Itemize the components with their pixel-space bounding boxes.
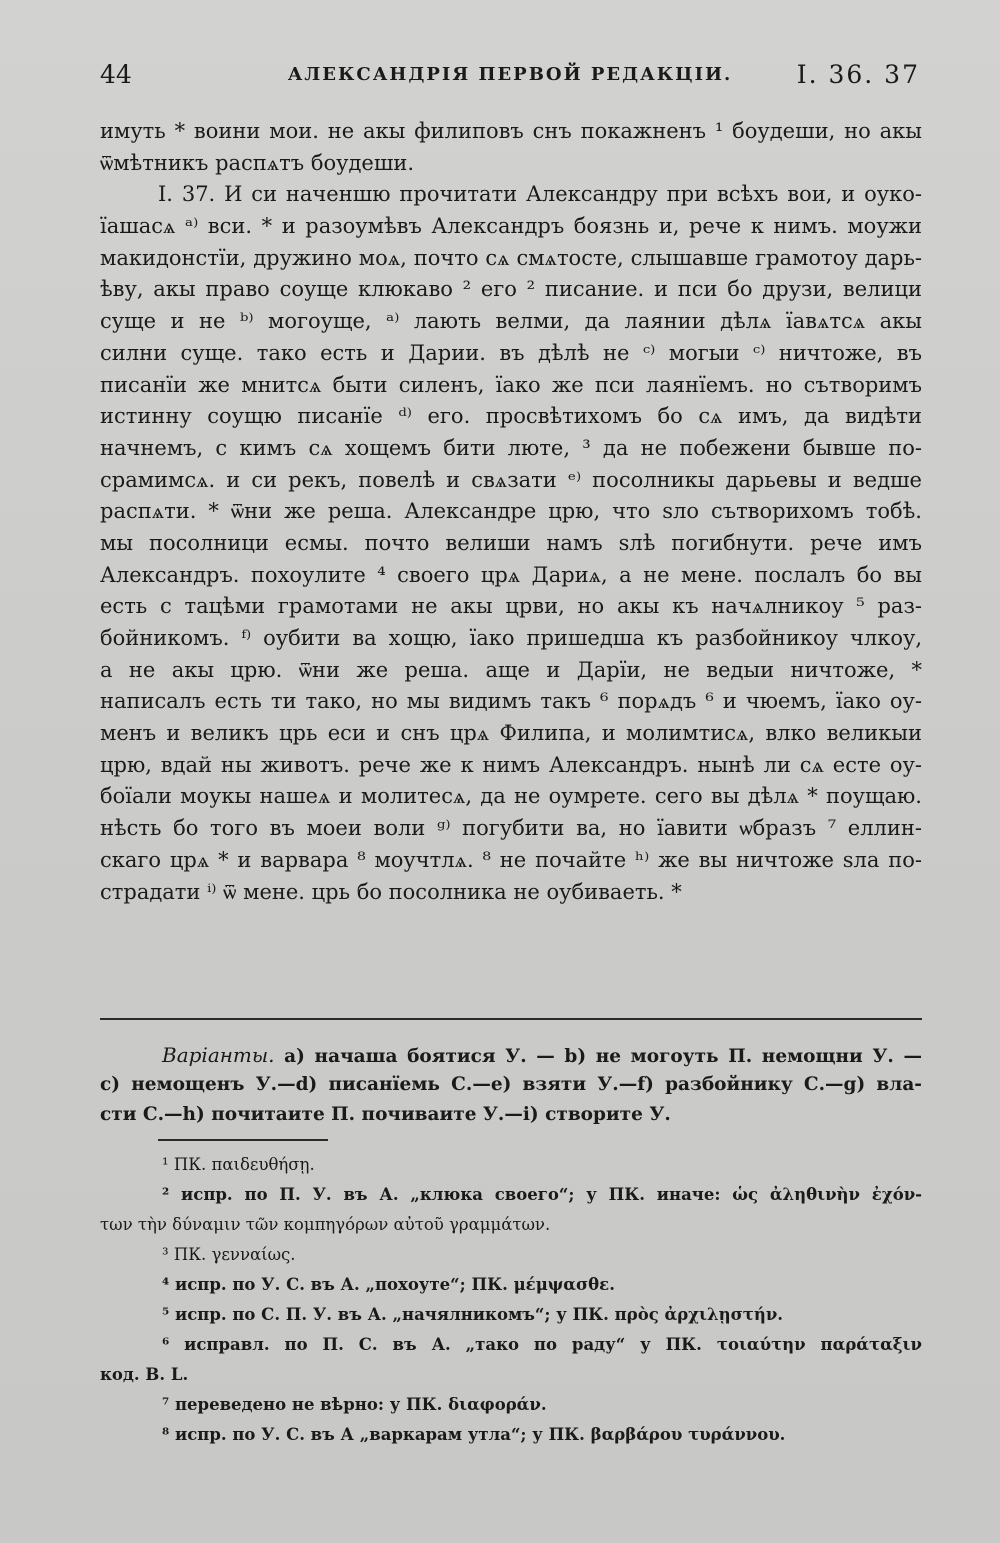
variants-block xyxy=(100,1040,922,1130)
text-line: макидонстїи, дружино моѧ, почто сѧ смѧтосте, слышавше грамотоу дарь- xyxy=(100,245,922,270)
variants-line: c) немощенъ У.—d) писанїемь С.—e) взяти У.—f) разбойнику С.—g) вла- xyxy=(100,1074,922,1095)
variants-line: сти С.—h) почитаите П. почиваите У.—i) створите У. xyxy=(100,1104,671,1125)
running-title: АЛЕКСАНДРІЯ ПЕРВОЙ РЕДАКЦІИ. xyxy=(287,64,733,85)
text-line: силни суще. тако есть и Дарии. въ дѣлѣ не ᶜ⁾ могыи ᶜ⁾ ничтоже, въ xyxy=(100,340,922,365)
footnote-continuation: των τὴν δύναμιν τῶν κομπηγόρων αὐτοῦ γραμμάτων. xyxy=(100,1215,551,1234)
text-line: їашасѧ ᵃ⁾ вси. * и разоумѣвъ Александръ боязнь и, рече к нимъ. моужи xyxy=(100,214,922,239)
variants-line xyxy=(100,1040,922,1070)
footnote: ⁷ переведено не вѣрно: у ПК. διαφοράν. xyxy=(162,1395,547,1414)
text-line: срамимсѧ. и си рекъ, повелѣ и свѧзати ᵉ⁾ посолникы дарьевы и ведше xyxy=(100,467,922,492)
text-line: ѣву, акы право соуще клюкаво ² его ² писание. и пси бо друзи, велици xyxy=(100,277,922,302)
footnote: ⁵ испр. по С. П. У. въ А. „начялникомъ“; у ПК. πρὸς ἀρχιλῃστήν. xyxy=(162,1305,784,1324)
footnote: ² испр. по П. У. въ А. „клюка своего“; у ПК. иначе: ὡς ἀληθινὴν ἐχόν- xyxy=(162,1185,922,1204)
footnote: ¹ ПК. παιδευθήσῃ. xyxy=(162,1155,315,1174)
main-text xyxy=(100,116,922,908)
text-line: нѣсть бо того въ моеи воли ᵍ⁾ погубити ва, но їавити ѡбразъ ⁷ еллин- xyxy=(100,816,922,841)
text-line: бойникомъ. ᶠ⁾ оубити ва хощю, їако пришедша къ разбойникоу члкоу, xyxy=(100,626,922,650)
footnote: ⁸ испр. по У. С. въ А „варкарам утла“; у ПК. βαρβάρου τυράννου. xyxy=(162,1425,786,1444)
text-line: црю, вдай ны животъ. рече же к нимъ Александръ. нынѣ ли сѧ есте оу- xyxy=(100,752,922,777)
section-divider xyxy=(100,1018,922,1020)
text-line: мы посолници есмы. почто велиши намъ ѕлѣ погибнути. рече имъ xyxy=(100,530,922,555)
footnote-divider xyxy=(158,1139,328,1141)
footnotes xyxy=(100,1150,922,1450)
variants-label: Варіанты. xyxy=(162,1043,275,1067)
section-reference: I. 36. 37 xyxy=(796,60,920,89)
text-line: истинну соущю писанїе ᵈ⁾ его. просвѣтихомъ бо сѧ имъ, да видѣти xyxy=(100,404,922,429)
footnote: ⁶ исправл. по П. С. въ А. „тако по раду“ у ПК. τοιαύτην παράταξιν xyxy=(162,1335,922,1354)
text-line: I. 37. И си наченшю прочитати Александру при всѣхъ вои, и оуко- xyxy=(158,182,922,207)
text-line: распѧти. * ѿни же реша. Александре црю, что ѕло сътворихомъ тобѣ. xyxy=(100,499,922,524)
text-line: менъ и великъ црь еси и снъ црѧ Филипа, и молимтисѧ, влко великыи xyxy=(100,721,922,746)
text-line: есть с тацѣми грамотами не акы црви, но акы къ начѧлникоу ⁵ раз- xyxy=(100,594,922,619)
text-line: боїали моукы нашеѧ и молитесѧ, да не оумрете. сего вы дѣлѧ * поущаю. xyxy=(100,784,922,809)
footnote-continuation: код. B. L. xyxy=(100,1365,189,1384)
text-line: Александръ. похоулите ⁴ своего црѧ Дариѧ, а не мене. послалъ бо вы xyxy=(100,562,922,587)
text-line: начнемъ, с кимъ сѧ хощемъ бити люте, ³ да не побежени бывше по- xyxy=(100,435,922,460)
footnote: ³ ПК. γενναίως. xyxy=(162,1245,296,1264)
page-number: 44 xyxy=(100,60,132,89)
text-line: а не акы црю. ѿни же реша. аще и Дарїи, не ведыи ничтоже, * xyxy=(100,657,922,682)
text-line: имуть * воини мои. не акы филиповъ снъ покажненъ ¹ боудеши, но акы xyxy=(100,119,922,143)
text-line: написалъ есть ти тако, но мы видимъ такъ ⁶ порѧдъ ⁶ и чюемъ, їако оу- xyxy=(100,689,922,714)
text-line: писанїи же мнитсѧ быти силенъ, їако же пси лаянїемъ. но сътворимъ xyxy=(100,372,922,397)
text-line: скаго црѧ * и варвара ⁸ моучтлѧ. ⁸ не почайте ʰ⁾ же вы ничтоже ѕла по- xyxy=(100,847,922,872)
text-line: ѿмѣтникъ распѧтъ боудеши. xyxy=(100,150,415,175)
running-header xyxy=(100,60,920,96)
footnote: ⁴ испр. по У. С. въ А. „похоуте“; ПК. μέμψασθε. xyxy=(162,1275,615,1294)
text-line: суще и не ᵇ⁾ могоуще, ᵃ⁾ лають велми, да лаянии дѣлѧ їавѧтсѧ акы xyxy=(100,309,922,334)
text-line: страдати ⁱ⁾ ѿ мене. црь бо посолника не оубиваеть. * xyxy=(100,879,682,904)
variants-text: a) начаша боятися У. — b) не могоуть П. немощни У. — xyxy=(284,1046,922,1067)
